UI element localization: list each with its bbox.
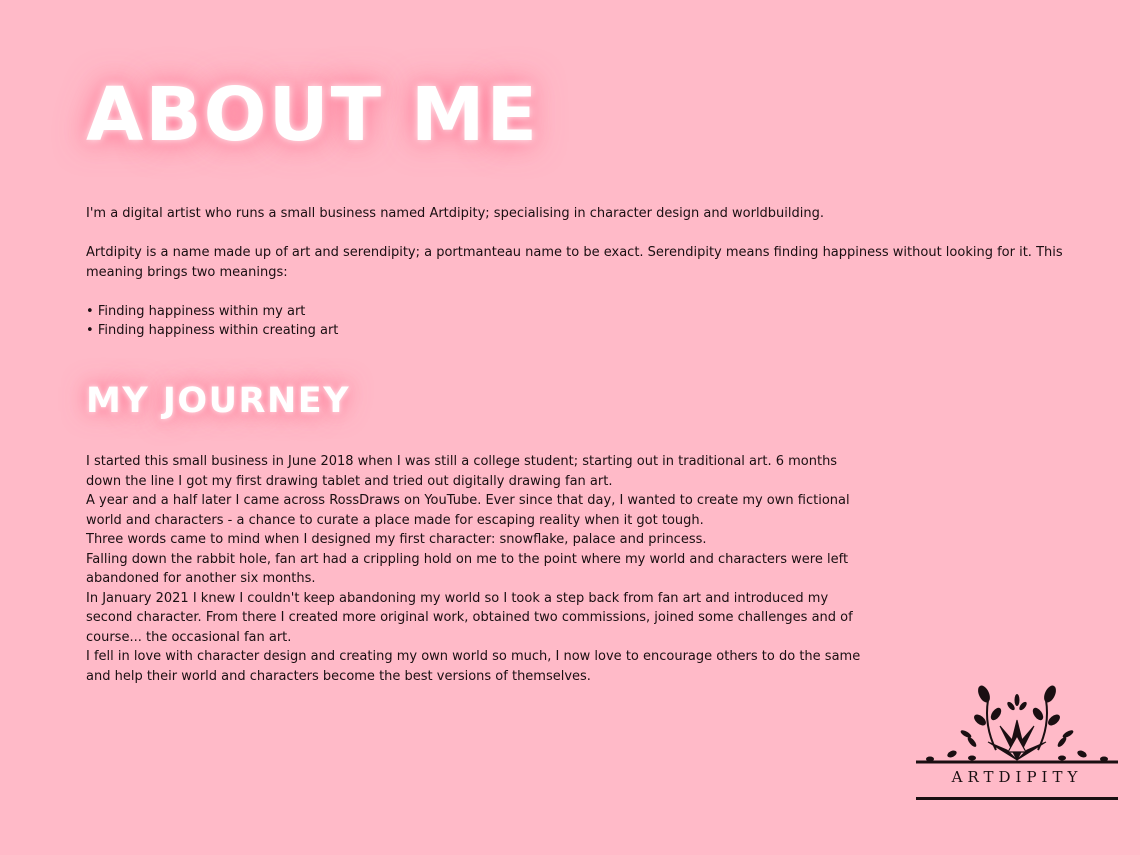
- logo-underline: [916, 797, 1118, 800]
- journey-paragraph: A year and a half later I came across RossDraws on YouTube. Ever since that day, I wanted to create my own fictional world and characters - a chance to curate a place made for escaping reality when it got tough.: [86, 493, 850, 528]
- journey-paragraph: In January 2021 I knew I couldn't keep abandoning my world so I took a step back from fan art and introduced my second character. From there I created more original work, obtained two commissions, joined some challenges and of course... the occasional fan art.: [86, 590, 853, 645]
- intro-paragraph-1: I'm a digital artist who runs a small business named Artdipity; specialising in character design and worldbuilding.: [86, 206, 825, 221]
- my-journey-heading: MY JOURNEY: [86, 381, 351, 421]
- logo-wordmark: ARTDIPITY: [951, 768, 1083, 786]
- meanings-list: [86, 302, 1066, 341]
- journey-paragraph: Falling down the rabbit hole, fan art had a crippling hold on me to the point where my world and characters were left abandoned for another six months.: [86, 551, 849, 586]
- meaning-item: • Finding happiness within my art: [86, 302, 1066, 322]
- paragraph-gap: [86, 282, 1066, 302]
- meaning-item: • Finding happiness within creating art: [86, 321, 1066, 341]
- journey-paragraph: Three words came to mind when I designed my first character: snowflake, palace and princess.: [86, 532, 707, 547]
- intro-section: [86, 204, 1066, 341]
- about-me-heading: ABOUT ME: [86, 72, 540, 158]
- paragraph-gap: [86, 224, 1066, 244]
- journey-paragraph: I started this small business in June 2018 when I was still a college student; starting out in traditional art. 6 months down the line I got my first drawing tablet and tried out digitally drawing fan art.: [86, 454, 838, 489]
- intro-paragraph-2: Artdipity is a name made up of art and serendipity; a portmanteau name to be exact. Serendipity means finding happiness without looking for it. This meaning brings two meanings:: [86, 245, 1063, 280]
- journey-paragraph: I fell in love with character design and creating my own world so much, I now love to encourage others to do the same and help their world and characters become the best versions of themselves.: [86, 649, 861, 684]
- leaf-ornament-icon: [912, 680, 1122, 770]
- journey-section: [86, 452, 861, 686]
- artdipity-logo: [912, 680, 1122, 805]
